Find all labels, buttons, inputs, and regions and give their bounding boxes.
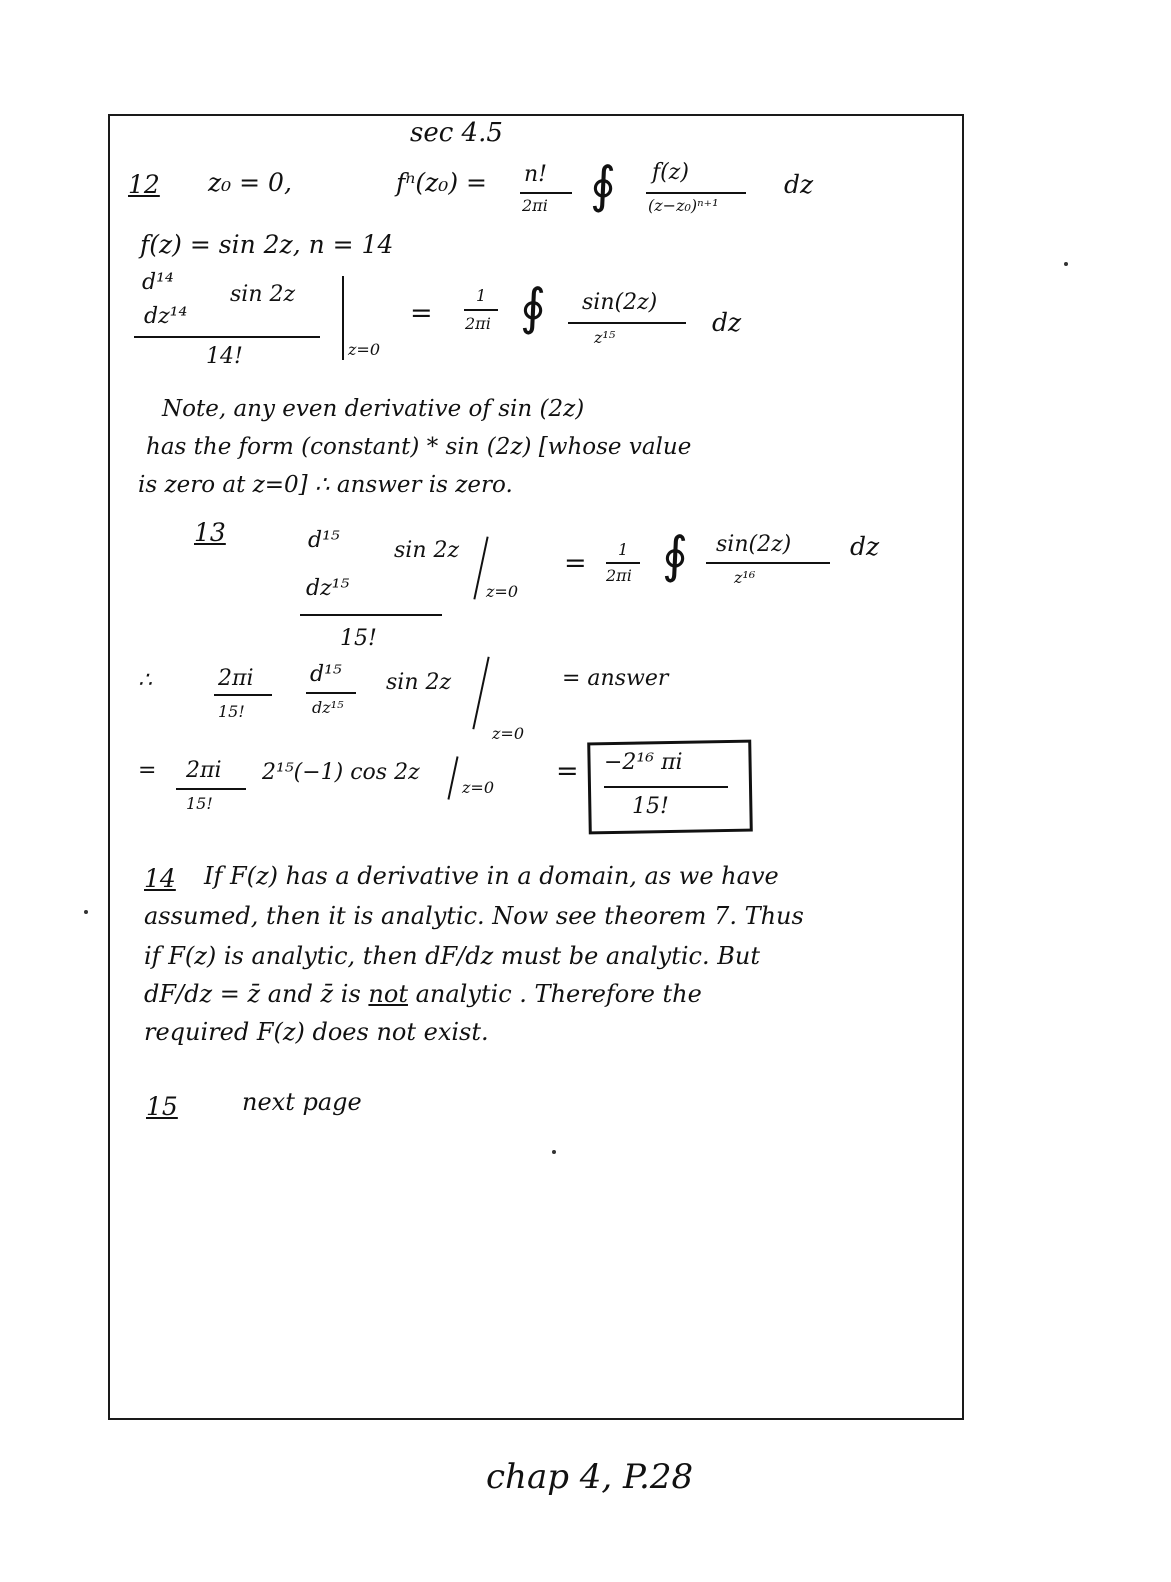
p12-int2-num: sin(2z): [582, 290, 658, 315]
p13-l2-coef-num: 2πi: [218, 666, 254, 691]
p13-eval-at: z=0: [486, 582, 519, 601]
problem-15-label: 15: [146, 1092, 178, 1121]
problem-13-label: 13: [194, 518, 226, 547]
p13-coef-den: 2πi: [606, 566, 632, 585]
p13-eq: =: [564, 548, 587, 579]
p12-given: f(z) = sin 2z, n = 14: [140, 230, 394, 259]
p13-l2-deriv-num: d¹⁵: [310, 662, 342, 687]
p12-note-line3: is zero at z=0] ∴ answer is zero.: [138, 472, 513, 498]
p13-therefore: ∴: [138, 668, 152, 693]
p12-deriv-num: d¹⁴: [142, 270, 174, 295]
p13-l2-eval: z=0: [492, 724, 525, 743]
p13-l2-coef-bar: [214, 694, 272, 696]
p13-l2-fn: sin 2z: [386, 670, 452, 695]
p14-line4-not: not: [368, 980, 408, 1008]
p12-dz: dz: [784, 170, 814, 199]
p13-factorial: 15!: [340, 626, 377, 651]
p13-l2-rhs: = answer: [562, 666, 669, 691]
p14-line3: if F(z) is analytic, then dF/dz must be analytic. But: [144, 942, 760, 970]
problem-14-label: 14: [144, 864, 176, 893]
p13-answer-den: 15!: [632, 794, 669, 819]
p12-factorial: 14!: [206, 344, 243, 369]
p14-line4-a: dF/dz = z̄ and z̄ is: [144, 980, 369, 1008]
p13-l3-coef-bar: [176, 788, 246, 790]
p14-line1: If F(z) has a derivative in a domain, as we have: [204, 862, 779, 890]
p12-deriv-var: dz¹⁴: [144, 304, 188, 329]
p12-formula-lhs: fⁿ(z₀) =: [396, 168, 487, 197]
p12-dz2: dz: [712, 308, 742, 337]
p12-deriv-fn: sin 2z: [230, 282, 296, 307]
p12-coef-den: 2πi: [465, 314, 491, 333]
p12-formula-bar: [520, 192, 572, 194]
p12-integral-den: (z−z₀)ⁿ⁺¹: [648, 196, 719, 215]
p13-l3-eq: =: [556, 756, 579, 787]
p14-line4: [144, 982, 702, 1006]
contour-integral-icon: ∮: [590, 156, 617, 214]
p13-deriv-bar: [300, 614, 442, 616]
p13-l2-coef-den: 15!: [218, 702, 245, 721]
p13-deriv-num: d¹⁵: [308, 528, 340, 553]
page-footer: chap 4, P.28: [486, 1457, 694, 1497]
p13-l2-deriv-bar: [306, 692, 356, 694]
p13-dz: dz: [850, 532, 880, 561]
p12-coef-num: 1: [476, 286, 487, 305]
p13-int-den: z¹⁶: [734, 568, 756, 587]
p12-int2-den: z¹⁵: [594, 328, 616, 347]
p12-eq: =: [410, 298, 433, 329]
p12-note-line1: Note, any even derivative of sin (2z): [162, 396, 585, 422]
p13-l3-coef-den: 15!: [186, 794, 213, 813]
p13-l2-deriv-var: dz¹⁵: [312, 698, 344, 717]
stray-mark: [1064, 262, 1068, 266]
p13-coef-bar: [606, 562, 640, 564]
contour-integral-icon: ∮: [662, 526, 689, 584]
p12-note-line2: has the form (constant) * sin (2z) [whose value: [146, 434, 692, 460]
p12-integral-num: f(z): [652, 160, 689, 185]
p13-deriv-fn: sin 2z: [394, 538, 460, 563]
section-header: sec 4.5: [410, 118, 503, 148]
p14-line4-b: analytic . Therefore the: [407, 980, 702, 1008]
stray-mark: [552, 1150, 556, 1154]
p13-coef-num: 1: [618, 540, 629, 559]
p13-l3-lead: =: [138, 758, 157, 783]
stray-mark: [84, 910, 88, 914]
problem-12-label: 12: [128, 170, 160, 199]
p13-l3-eval: z=0: [462, 778, 495, 797]
p12-integral-bar: [646, 192, 746, 194]
p12-z0: z₀ = 0,: [208, 168, 292, 197]
p12-deriv-bar: [134, 336, 320, 338]
p12-formula-num: n!: [524, 162, 548, 187]
p12-eval-at: z=0: [348, 340, 381, 359]
p12-eval-bar: [342, 276, 344, 360]
p13-l3-coef-num: 2πi: [186, 758, 222, 783]
contour-integral-icon: ∮: [520, 278, 547, 336]
p12-formula-den: 2πi: [522, 196, 548, 215]
p15-text: next page: [242, 1088, 362, 1116]
p13-int-bar: [706, 562, 830, 564]
p13-deriv-var: dz¹⁵: [306, 576, 350, 601]
p14-line5: required F(z) does not exist.: [144, 1018, 489, 1046]
p13-answer-num: −2¹⁶ πi: [604, 750, 683, 775]
p13-answer-bar: [604, 786, 728, 788]
p14-line2: assumed, then it is analytic. Now see theorem 7. Thus: [144, 902, 804, 930]
p12-int2-bar: [568, 322, 686, 324]
p13-int-num: sin(2z): [716, 532, 792, 557]
p13-l3-expr: 2¹⁵(−1) cos 2z: [262, 760, 420, 785]
p12-coef-bar: [464, 309, 498, 311]
